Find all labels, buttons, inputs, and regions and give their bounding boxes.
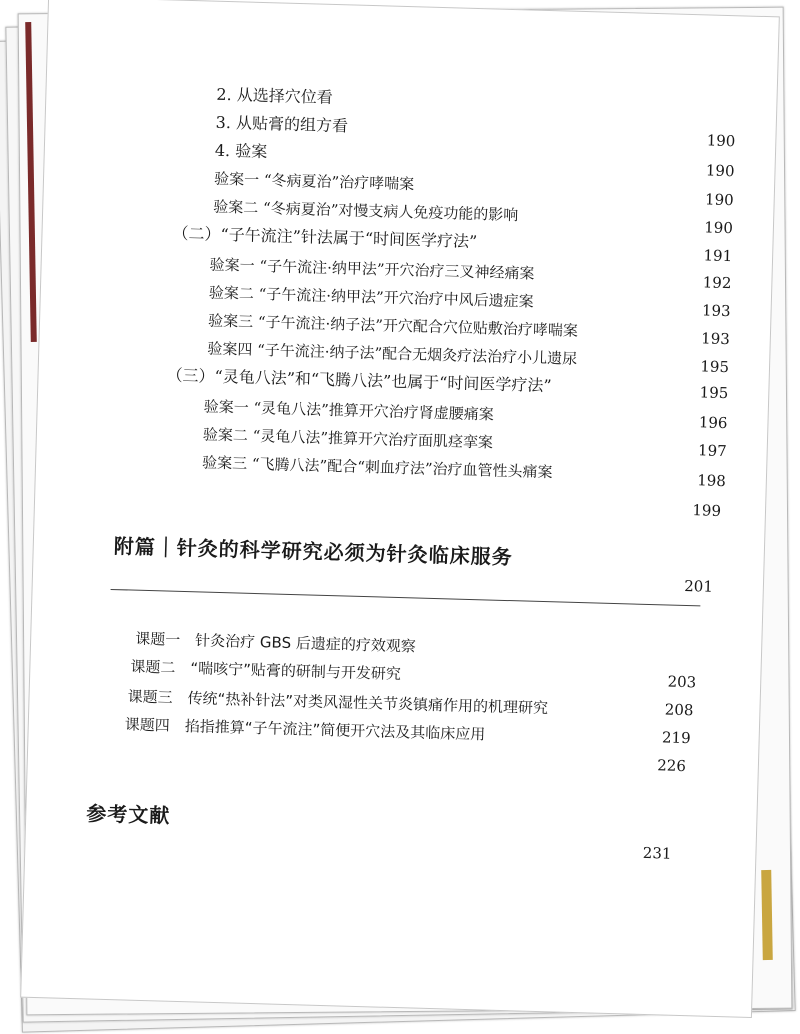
toc-page-number: 199 bbox=[692, 501, 722, 520]
toc-entry-text: 课题四 掐指推算“子午流注”简便开穴法及其临床应用 bbox=[124, 715, 486, 744]
toc-page-number: 226 bbox=[656, 756, 687, 776]
toc-page-number: 198 bbox=[696, 471, 727, 491]
toc-entry-text: 验案一 “冬病夏治”治疗哮喘案 bbox=[213, 169, 415, 194]
toc-page-number: 192 bbox=[702, 273, 732, 293]
toc-entry bbox=[202, 449, 553, 485]
toc-entry-text: （二）“子午流注”针法属于“时间医学疗法” bbox=[172, 223, 478, 252]
toc-page-number: 190 bbox=[705, 161, 735, 181]
toc-entry-text: 验案二 “灵龟八法”推算开穴治疗面肌痉挛案 bbox=[202, 425, 494, 452]
toc-page-number: 190 bbox=[704, 190, 734, 210]
toc-page-number: 196 bbox=[698, 413, 728, 433]
toc-page-number: 195 bbox=[699, 383, 729, 403]
toc-page-number: 219 bbox=[661, 728, 691, 748]
toc-page-number: 190 bbox=[704, 218, 734, 238]
toc-page-number: 195 bbox=[700, 357, 730, 377]
toc-page-number: 191 bbox=[703, 246, 733, 266]
toc-entry-text: （三）“灵龟八法”和“飞腾八法”也属于“时间医学疗法” bbox=[166, 365, 552, 396]
toc-page-number: 231 bbox=[642, 843, 672, 863]
section-divider bbox=[111, 589, 701, 606]
toc-entry bbox=[214, 166, 415, 198]
toc-page bbox=[20, 0, 780, 1018]
toc-entry-text: 验案三 “飞腾八法”配合“刺血疗法”治疗血管性头痛案 bbox=[201, 453, 553, 482]
toc-page-number: 201 bbox=[684, 576, 714, 596]
toc-entry-text: 验案二 “冬病夏治”对慢支病人免疫功能的影响 bbox=[213, 197, 519, 225]
toc-page-number: 193 bbox=[701, 301, 731, 321]
toc-entry bbox=[216, 82, 333, 111]
appendix-title: 附篇｜针灸的科学研究必须为针灸临床服务 bbox=[113, 534, 513, 570]
toc-entry-text: 2. 从选择穴位看 bbox=[216, 84, 334, 107]
toc-entry-text: 验案一 “灵龟八法”推算开穴治疗肾虚腰痛案 bbox=[203, 397, 494, 424]
book-page-edge bbox=[761, 870, 773, 960]
toc-entry-text: 验案四 “子午流注·纳子法”配合无烟灸疗法治疗小儿遗尿 bbox=[207, 339, 578, 368]
toc-entry-text: 4. 验案 bbox=[214, 140, 268, 162]
toc-entry bbox=[215, 110, 348, 140]
toc-entry-text: 验案二 “子午流注·纳甲法”开穴治疗中风后遗症案 bbox=[208, 283, 534, 311]
toc-page-number: 208 bbox=[664, 700, 694, 720]
toc-entry-text: 课题一 针灸治疗 GBS 后遗症的疗效观察 bbox=[134, 629, 417, 656]
toc-page-number: 190 bbox=[706, 131, 736, 151]
toc-entry bbox=[215, 138, 268, 165]
references-title: 参考文献 bbox=[85, 801, 171, 828]
toc-page-number: 193 bbox=[700, 329, 731, 349]
toc-page-number: 197 bbox=[697, 441, 727, 461]
toc-entry-text: 验案三 “子午流注·纳子法”开穴配合穴位贴敷治疗哮喘案 bbox=[207, 311, 579, 340]
toc-entry-text: 验案一 “子午流注·纳甲法”开穴治疗三叉神经痛案 bbox=[209, 255, 535, 283]
toc-page-number: 203 bbox=[667, 672, 697, 692]
toc-entry-text: 课题二 “喘咳宁”贴膏的研制与开发研究 bbox=[130, 657, 402, 684]
toc-entry-text: 课题三 传统“热补针法”对类风湿性关节炎镇痛作用的机理研究 bbox=[127, 687, 549, 718]
toc-entry bbox=[130, 654, 401, 688]
toc-entry-text: 3. 从贴膏的组方看 bbox=[215, 112, 349, 136]
